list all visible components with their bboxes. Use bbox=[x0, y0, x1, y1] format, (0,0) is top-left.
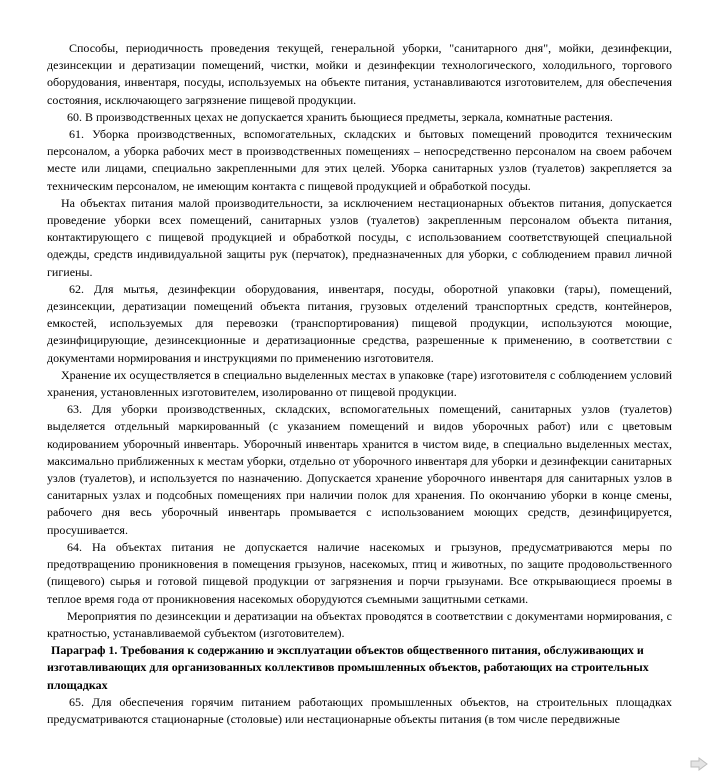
paragraph: Мероприятия по дезинсекции и дератизации на объектах проводятся в соответствии с документами нормирования, с кратностью, устанавливаемой субъектом (изготовителем). bbox=[47, 608, 672, 640]
paragraph-65: 65. Для обеспечения горячим питанием работающих промышленных объектов, на строительных площадках предусматриваются стационарные (столовые) или нестационарные объекты питания (в том числе передвижные bbox=[47, 694, 672, 726]
paragraph-61: 61. Уборка производственных, вспомогательных, складских и бытовых помещений проводится техническим персоналом, а уборка рабочих мест в производственных помещениях – непосредственно персоналом на своем рабочем месте или лицами, специально закрепленными для этих целей. Уборка санитарных узлов (туалетов) закрепляется за техническим персоналом, не имеющим контакта с пищевой продукцией и обработкой посуды. bbox=[47, 127, 672, 193]
paragraph: На объектах питания малой производительности, за исключением нестационарных объектов питания, допускается проведение уборки всех помещений, санитарных узлов (туалетов) закрепленным персоналом объекта питания, контактирующего с пищевой продукцией и обработкой посуды, с использованием соответствующей специальной одежды, средств индивидуальной защиты рук (перчаток), предназначенных для уборки, с соблюдением правил личной гигиены. bbox=[47, 195, 672, 279]
paragraph: Хранение их осуществляется в специально выделенных местах в упаковке (таре) изготовителя с соблюдением условий хранения, установленных изготовителем, изолированно от пищевой продукции. bbox=[47, 367, 672, 400]
paragraph-60: 60. В производственных цехах не допускается хранить бьющиеся предметы, зеркала, комнатные растения. bbox=[67, 109, 613, 124]
paragraph-64: 64. На объектах питания не допускается наличие насекомых и грызунов, предусматриваются меры по предотвращению проникновения в помещения грызунов, насекомых, птиц и животных, по защите продовольственного (пищевого) сырья и готовой пищевой продукции от загрязнения и порчи грызунами. Все открывающиеся проемы в теплое время года от проникновения насекомых оборудуются съемными защитными сетками. bbox=[47, 539, 672, 606]
section-heading: Параграф 1. Требования к содержанию и эксплуатации объектов общественного питания, обслуживающих и изготавливающих для организованных коллективов промышленных объектов, работающих на строительных площадках bbox=[47, 643, 649, 692]
paragraph-63: 63. Для уборки производственных, складских, вспомогательных помещений, санитарных узлов (туалетов) выделяется отдельный маркированный (с указанием помещений и видов уборочных работ) или с цветовым кодированием уборочный инвентарь. Уборочный инвентарь хранится в чистом виде, в специально выделенных местах, максимально приближенных к местам уборки, отдельно от уборочного инвентаря для уборки и дезинфекции санитарных узлов (туалетов), и используется по назначению. Допускается хранение уборочного инвентаря для санитарных узлов в санитарных узлах и подсобных помещениях при наличии полок для хранения. По окончанию уборки в конце смены, рабочего дня весь уборочный инвентарь промывается с использованием моющих средств, дезинфицируется, просушивается. bbox=[47, 402, 672, 537]
document-page bbox=[47, 40, 672, 728]
paragraph: Способы, периодичность проведения текущей, генеральной уборки, "санитарного дня", мойки, дезинфекции, дезинсекции и дератизации помещений, чистки, мойки и дезинфекции технологического, холодильного, торгового оборудования, инвентаря, посуды, используемых на объекте питания, устанавливаются изготовителем, для обеспечения состояния, исключающего загрязнение пищевой продукции. bbox=[47, 41, 672, 107]
paragraph-62: 62. Для мытья, дезинфекции оборудования, инвентаря, посуды, оборотной упаковки (тары), помещений, дезинсекции, дератизации помещений объекта питания, грузовых отделений транспортных средств, контейнеров, емкостей, используемых для перевозки (транспортирования) пищевой продукции, используются моющие, дезинфицирующие, дезинсекционные и дератизационные средства, разрешенные к применению, в соответствии с документами нормирования и инструкциями по применению изготовителя. bbox=[47, 281, 672, 365]
next-page-arrow-icon[interactable] bbox=[690, 757, 708, 771]
